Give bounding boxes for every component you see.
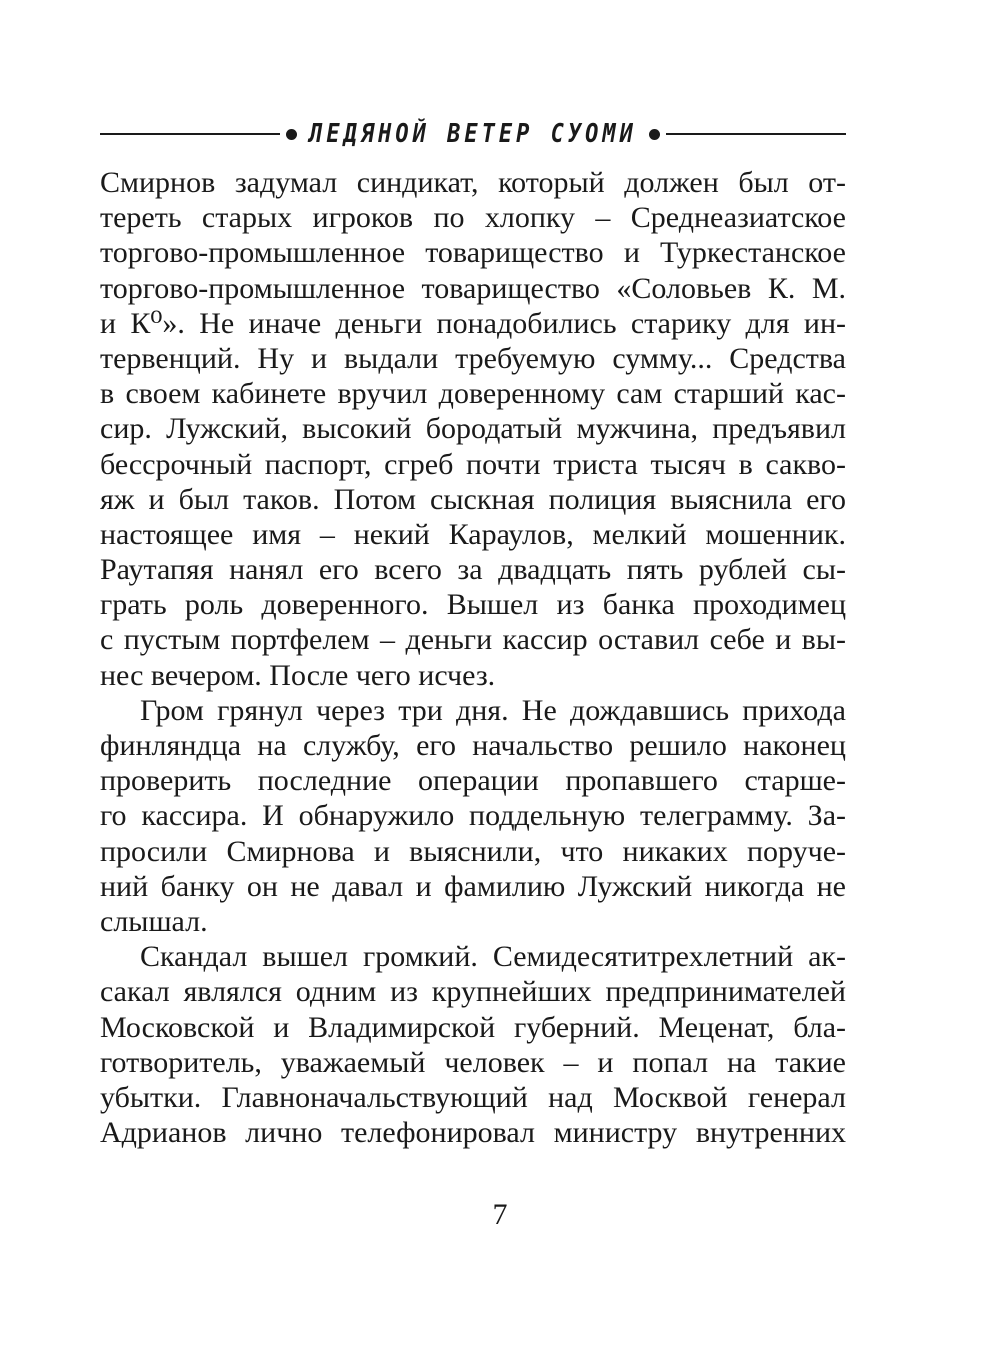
- header-rule-left: [100, 133, 280, 135]
- text-line: Московской и Владимирской губерний. Меценат, бла-: [100, 1010, 846, 1044]
- text-line: с пустым портфелем – деньги кассир оставил себе и вы-: [100, 623, 846, 657]
- text-line: Гром грянул через три дня. Не дождавшись прихода: [140, 693, 846, 727]
- text-line: в своем кабинете вручил доверенному сам старший кас-: [100, 377, 846, 411]
- text-line: настоящее имя – некий Караулов, мелкий мошенник.: [100, 517, 846, 551]
- text-line: грать роль доверенного. Вышел из банка проходимец: [100, 588, 846, 622]
- paragraph: [100, 693, 846, 939]
- text-line: тервенций. Ну и выдали требуемую сумму... Средства: [100, 341, 846, 375]
- text-line: проверить последние операции пропавшего старше-: [100, 764, 846, 798]
- text-line: Раутапяя нанял его всего за двадцать пять рублей сы-: [100, 553, 846, 587]
- running-title: ЛЕДЯНОЙ ВЕТЕР СУОМИ: [309, 119, 637, 149]
- text-line: яж и был таков. Потом сыскная полиция выяснила его: [100, 482, 846, 516]
- text-line: ний банку он не давал и фамилию Лужский никогда не: [100, 869, 846, 903]
- text-line: Адрианов лично телефонировал министру внутренних: [100, 1116, 846, 1150]
- paragraph: [100, 939, 846, 1150]
- text-line: Скандал вышел громкий. Семидесятитрехлетний ак-: [140, 940, 846, 974]
- paragraph: [100, 165, 846, 693]
- text-line: Смирнов задумал синдикат, который должен был от-: [100, 166, 846, 199]
- header-bullet-left: [286, 129, 297, 140]
- text-line: тереть старых игроков по хлопку – Среднеазиатское: [100, 201, 846, 235]
- page-number: 7: [492, 1198, 508, 1231]
- text-line: сир. Лужский, высокий бородатый мужчина, предъявил: [100, 412, 846, 446]
- text-line: торгово-промышленное товарищество «Соловьев К. М.: [100, 271, 846, 305]
- text-line: и К⁰». Не иначе деньги понадобились старику для ин-: [100, 306, 846, 340]
- body-text: [100, 165, 846, 1150]
- text-line: нес вечером. После чего исчез.: [100, 658, 496, 692]
- text-line: го кассира. И обнаружило поддельную телеграмму. За-: [100, 799, 846, 833]
- text-line: готворитель, уважаемый человек – и попал на такие: [100, 1045, 846, 1079]
- text-line: просили Смирнова и выяснили, что никаких поруче-: [100, 834, 846, 868]
- text-line: торгово-промышленное товарищество и Туркестанское: [100, 236, 846, 270]
- text-line: убытки. Главноначальствующий над Москвой генерал: [100, 1080, 846, 1114]
- text-line: финляндца на службу, его начальство решило наконец: [100, 729, 846, 762]
- text-line: бессрочный паспорт, сгреб почти триста тысяч в сакво-: [100, 447, 846, 481]
- text-line: сакал являлся одним из крупнейших предпринимателей: [100, 975, 846, 1009]
- header-bullet-right: [649, 129, 660, 140]
- running-header: [100, 117, 846, 151]
- text-line: слышал.: [100, 904, 208, 938]
- header-rule-right: [666, 133, 846, 135]
